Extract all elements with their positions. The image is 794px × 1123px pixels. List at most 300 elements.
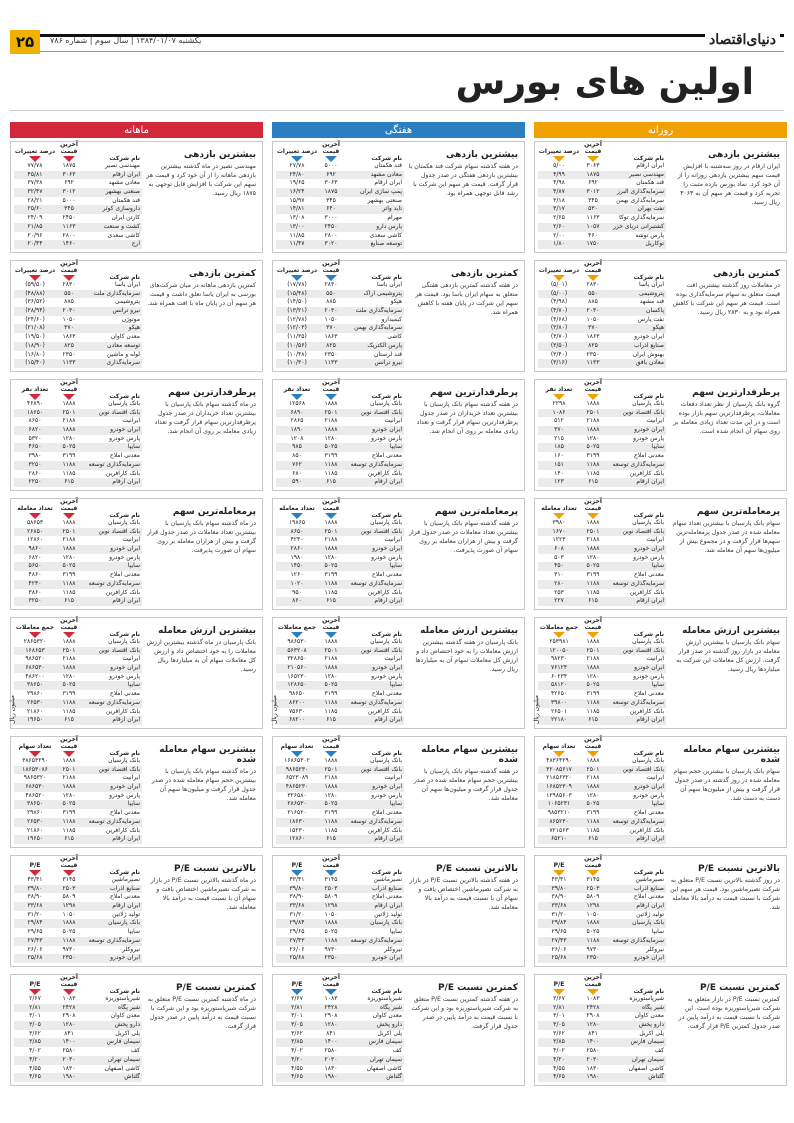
table-row	[14, 223, 142, 232]
value-cell: ۲۹/۸۴	[289, 919, 305, 927]
table-row	[538, 1056, 666, 1065]
panel-body: بانک پارسیان در هفته گذشته بیشترین ارزش معاملات را به خود اختصاص داد و ارزش کل معاملات سهام آن به میلیاردها ریال رسید.	[415, 639, 518, 673]
stat-table	[276, 617, 404, 725]
price-cell: ۶۱۵	[326, 716, 336, 724]
value-cell: ۸۶۵۰	[28, 417, 42, 425]
company-cell: ایران خودرو	[634, 545, 664, 553]
table-row	[538, 351, 666, 360]
table-row	[276, 1056, 404, 1065]
panel-description	[146, 864, 256, 912]
header-label: آخرین قیمت	[60, 855, 78, 869]
value-cell: ۲/۶۷	[291, 995, 303, 1002]
header-cell	[56, 974, 82, 995]
table-row	[14, 1021, 142, 1030]
header-cell	[14, 505, 56, 519]
value-cell: ۹۸۵۳۲۱۰	[547, 809, 571, 817]
price-cell: ۱۱۸۵	[62, 707, 76, 715]
table-row	[538, 664, 666, 673]
header-label: درصد تغییرات	[14, 267, 56, 274]
header-label: جمع معاملات	[15, 624, 55, 631]
value-cell: ۱۴/۸۱	[289, 205, 305, 213]
price-cell: ۱۲۸۰	[586, 1021, 600, 1029]
header-label: جمع معاملات	[539, 624, 579, 631]
header-label: نام شرکت	[109, 631, 140, 638]
table-row	[14, 783, 142, 792]
table-row	[14, 171, 142, 180]
price-cell: ۱۱۸۸	[324, 460, 338, 468]
company-cell: گلتاش	[648, 1073, 664, 1081]
company-cell: سایپا	[127, 800, 140, 808]
price-cell: ۱۸۸۸	[62, 400, 76, 407]
value-cell: ۴/۲۰	[29, 1055, 41, 1063]
value-cell: ۱۶۷۰	[552, 527, 566, 535]
value-cell: (۱۳/۲۱)	[287, 307, 307, 315]
table-row	[538, 893, 666, 902]
value-cell: ۳۳/۶۸	[551, 902, 567, 910]
price-cell: ۲۵۰۳	[324, 884, 338, 892]
value-cell: ۱۹۸۶۵	[288, 519, 306, 526]
header-label: آخرین قیمت	[60, 974, 78, 988]
header-cell	[344, 512, 404, 519]
company-cell: هپکو	[390, 298, 402, 306]
panel-body: در هفته گذشته سهام بانک پارسیان با بیشترین حجم سهام معامله شده در صدر جدول قرار گرفت و میلیون‌ها سهم آن معامله شد.	[413, 768, 518, 802]
header-cell	[82, 512, 142, 519]
price-cell: ۱۱۸۸	[586, 936, 600, 944]
panel-title: بیشترین بازدهی	[446, 150, 518, 160]
table-row	[276, 324, 404, 333]
company-cell: معادن مشهد	[370, 170, 402, 178]
table-row	[14, 528, 142, 537]
value-cell: ۴/۵۵	[291, 1064, 303, 1072]
table-row	[538, 638, 666, 647]
company-cell: سیمان تهران	[631, 1055, 664, 1063]
value-cell: ۱۱/۴۷	[289, 240, 305, 248]
header-label: P/E	[29, 862, 41, 869]
company-cell: تاید واتر	[382, 205, 402, 213]
table-row	[14, 1047, 142, 1056]
header-label: نام شرکت	[371, 274, 402, 281]
header-cell	[580, 617, 606, 638]
header-label: نام شرکت	[633, 155, 664, 162]
company-cell: ایرانیت	[384, 774, 402, 782]
header-cell	[56, 260, 82, 281]
value-cell: (۱۴/۵۰)	[287, 298, 307, 306]
panel-body: کمترین بازدهی ماهانه در میان شرکت‌های بورسی به ایران یاسا تعلق داشت و قیمت هر سهم آن در پایان ماه با افت همراه شد.	[147, 282, 256, 307]
company-cell: بانک پارسیان	[370, 638, 402, 645]
company-cell: سرمایه‌گذاری توسعه	[350, 698, 402, 706]
header-cell	[606, 393, 666, 400]
panel-description	[408, 864, 518, 912]
company-cell: داروسازی کوثر	[102, 205, 140, 213]
price-cell: ۵۰۲۵	[62, 443, 76, 451]
value-cell: ۲۹/۸۴	[27, 919, 43, 927]
table-row	[276, 766, 404, 775]
price-cell: ۸۴۱	[588, 1029, 598, 1037]
panel-title: بیشترین سهام معامله شده	[683, 745, 780, 765]
value-cell: (۵/۰۱)	[550, 281, 568, 288]
table-row	[538, 1038, 666, 1047]
value-cell: ۲۹/۸۴	[551, 919, 567, 927]
company-cell: بانک اقتصاد نوین	[98, 646, 140, 654]
table-row	[276, 638, 404, 647]
price-cell: ۲۱۸۸	[62, 774, 76, 782]
table-row	[276, 298, 404, 307]
table-row	[538, 240, 666, 249]
price-cell: ۲۳۵۰	[62, 954, 76, 962]
company-cell: ایران یاسا	[377, 281, 402, 288]
issue-meta: یکشنبه ۱۳۸۴/۰۱/۰۷ | سال سوم | شماره ۷۸۶	[50, 36, 202, 45]
company-cell: ایران خودرو	[110, 426, 140, 434]
company-cell: ایرانیت	[646, 536, 664, 544]
price-cell: ۵۰۲۵	[324, 443, 338, 451]
value-cell: ۳۹/۸۰	[27, 884, 43, 892]
header-cell	[538, 981, 580, 995]
price-cell: ۶۱۵	[326, 478, 336, 486]
value-cell: ۲۵/۶۸	[27, 954, 43, 962]
value-cell: ۲۵۳۹۸۱	[549, 638, 569, 645]
company-cell: پلی اکریل	[377, 1029, 402, 1037]
price-cell: ۳۰۱۲	[586, 188, 600, 196]
price-cell: ۱۱۸۸	[324, 817, 338, 825]
table-row	[276, 179, 404, 188]
column-header: ماهانه	[10, 122, 263, 138]
table-row	[14, 240, 142, 249]
table-row	[276, 536, 404, 545]
value-cell: ۳۷/۳۸	[27, 179, 43, 187]
table-row	[276, 1012, 404, 1021]
company-cell: بانک کارآفرین	[629, 588, 664, 596]
company-cell: سرمایه‌گذاری بهمن	[354, 324, 402, 332]
company-cell: پمپ سازی ایران	[359, 188, 402, 196]
panel-description	[408, 626, 518, 674]
value-cell: ۱۶/۲۴	[289, 188, 305, 196]
company-cell: ایران ارقام	[374, 597, 402, 605]
table-row	[276, 792, 404, 801]
stat-table	[276, 974, 404, 1082]
table-row	[538, 876, 666, 885]
price-cell: ۶۱۵	[588, 716, 598, 724]
price-cell: ۱۱۸۸	[586, 460, 600, 468]
table-row	[276, 223, 404, 232]
table-row	[538, 1012, 666, 1021]
company-cell: قند هکمتان	[112, 196, 140, 204]
table-row	[276, 946, 404, 955]
company-cell: کاشی اصفهان	[104, 1064, 140, 1072]
company-cell: پارس خودرو	[371, 553, 402, 561]
stat-table	[276, 855, 404, 963]
company-cell: بانک کارآفرین	[367, 588, 402, 596]
header-cell	[14, 267, 56, 281]
price-cell: ۱۰۵۰	[62, 315, 76, 323]
price-cell: ۳۱۴۵	[586, 876, 600, 883]
value-cell: ۹۸۶۵۳۰	[287, 638, 307, 645]
table-row	[276, 699, 404, 708]
stat-panel	[534, 379, 787, 491]
value-cell: ۷۶۲	[292, 460, 302, 468]
table-row	[538, 324, 666, 333]
price-cell: ۱۱۸۸	[62, 936, 76, 944]
company-cell: نیروکلر	[122, 945, 140, 953]
table-row	[538, 690, 666, 699]
table-row	[538, 435, 666, 444]
company-cell: نیرو ترانس	[112, 307, 140, 315]
panel-description	[408, 269, 518, 317]
value-cell: ۸۵۰	[292, 452, 302, 460]
table-row	[276, 316, 404, 325]
company-cell: قند هکمتان	[374, 162, 402, 169]
price-cell: ۲۸۳۰	[62, 281, 76, 288]
header-cell	[606, 750, 666, 757]
table-row	[538, 708, 666, 717]
company-cell: سرمایه‌گذاری توسعه	[612, 817, 664, 825]
value-cell: ۲/۸۱	[553, 1003, 565, 1011]
company-cell: سیمان فارس	[106, 1038, 140, 1046]
value-cell: ۱۶۵۲۳۰	[287, 672, 307, 680]
value-cell: ۳۸۶۵۰	[26, 800, 44, 808]
header-label: درصد تغییرات	[538, 148, 580, 155]
value-cell: ۳۱/۲۰	[289, 910, 305, 918]
table-row	[14, 690, 142, 699]
table-row	[538, 307, 666, 316]
header-label: نام شرکت	[371, 155, 402, 162]
panel-title: پرمعامله‌ترین سهم	[172, 507, 256, 517]
price-cell: ۱۲۸۰	[324, 672, 338, 680]
company-cell: سیمان فارس	[630, 1038, 664, 1046]
price-cell: ۲۴۵۰	[62, 214, 76, 222]
header-cell	[82, 155, 142, 162]
value-cell: ۲۲۹۸	[552, 400, 566, 407]
price-cell: ۶۱۵	[326, 835, 336, 843]
value-cell: ۲/۶۷	[29, 995, 41, 1002]
table-row	[276, 351, 404, 360]
price-cell: ۱۲۹۸	[324, 902, 338, 910]
company-cell: بانک اقتصاد نوین	[360, 527, 402, 535]
company-cell: بانک کارآفرین	[105, 588, 140, 596]
company-cell: پارس خودرو	[633, 434, 664, 442]
panel-title: کمترین نسبت P/E	[437, 983, 518, 993]
panel-description	[146, 745, 256, 803]
company-cell: سرمایه‌گذاری توکا	[619, 214, 664, 222]
header-cell	[344, 750, 404, 757]
value-cell: ۳۸۶۵۰	[26, 681, 44, 689]
table-row	[538, 536, 666, 545]
table-row	[276, 417, 404, 426]
table-row	[14, 562, 142, 571]
table-row	[14, 954, 142, 963]
company-cell: پارس خودرو	[109, 434, 140, 442]
price-cell: ۶۹۲	[64, 179, 74, 187]
header-label: آخرین قیمت	[584, 974, 602, 988]
value-cell: ۴۳/۴۱	[289, 876, 305, 883]
table-row	[276, 647, 404, 656]
header-cell	[276, 743, 318, 757]
panel-body: سهام بانک پارسیان با بیشترین تعداد سهام معامله شده در صدر جدول پرمعامله‌ترین سهم‌ها قرار گرفت و در مجموع بیش از میلیون‌ها سهم آن معامله شد.	[672, 520, 780, 554]
company-cell: ایرانیت	[122, 417, 140, 425]
table-row	[538, 443, 666, 452]
company-cell: بانک اقتصاد نوین	[622, 408, 664, 416]
company-cell: نیرو ترانس	[374, 359, 402, 367]
company-cell: کشتیرانی دریای خزر	[613, 222, 664, 230]
panel-title: کمترین بازدهی	[712, 269, 780, 279]
value-cell: ۳۹۸۰	[552, 519, 566, 526]
table-row	[14, 673, 142, 682]
company-cell: بانک اقتصاد نوین	[622, 527, 664, 535]
value-cell: ۳۱۰	[554, 571, 564, 579]
table-row	[276, 205, 404, 214]
header-cell	[606, 869, 666, 876]
price-cell: ۶۱۵	[64, 835, 74, 843]
table-row	[276, 443, 404, 452]
table-row	[14, 554, 142, 563]
panel-description	[670, 388, 780, 436]
header-label: نام شرکت	[633, 988, 664, 995]
stat-panel	[272, 379, 525, 491]
value-cell: ۱۸۵	[554, 443, 564, 451]
value-cell: ۴۶۸۹۰	[26, 400, 44, 407]
company-cell: ایران خودرو	[372, 783, 402, 791]
value-cell: ۲۸۶۵۳۲۰	[23, 638, 47, 645]
price-cell: ۱۲۸۰	[586, 553, 600, 561]
price-cell: ۲۵۰۱	[324, 408, 338, 416]
value-cell: ۲۶۸۵۰	[26, 527, 44, 535]
company-cell: بانک پارسیان	[108, 400, 140, 407]
value-cell: ۹۸۶۵۲۳۰	[285, 765, 309, 773]
value-cell: ۲۱۵	[554, 434, 564, 442]
table-header	[276, 260, 404, 281]
panel-body: مهندسی نصیر در ماه گذشته بیشترین بازدهی ماهانه را از آن خود کرد و قیمت هر سهم این شرکت با افزایش قابل توجهی به ۱۸۷۵ ریال رسید.	[146, 163, 256, 197]
company-cell: معدن کاوان	[110, 1012, 140, 1020]
price-cell: ۱۱۸۸	[62, 817, 76, 825]
value-cell: ۴/۰۲	[291, 1047, 303, 1055]
header-label: آخرین قیمت	[60, 617, 78, 631]
header-cell	[606, 988, 666, 995]
company-cell: کف	[654, 1047, 664, 1055]
table-row	[14, 1038, 142, 1047]
price-cell: ۱۲۹۸	[586, 902, 600, 910]
header-label: آخرین قیمت	[584, 617, 602, 631]
value-cell: (۵۹/۵۰)	[25, 281, 45, 288]
table-row	[14, 417, 142, 426]
price-cell: ۱۸۸۸	[324, 426, 338, 434]
panel-title: کمترین بازدهی	[450, 269, 518, 279]
header-label: آخرین قیمت	[322, 974, 340, 988]
table-header	[14, 736, 142, 757]
company-cell: بانک کارآفرین	[105, 707, 140, 715]
company-cell: پارس خودرو	[371, 434, 402, 442]
stat-panel	[272, 736, 525, 848]
value-cell: ۴/۶۵	[553, 1073, 565, 1081]
company-cell: ایران خودرو	[372, 954, 402, 962]
table-row	[538, 426, 666, 435]
panel-description	[670, 269, 780, 317]
company-cell: بهنوش ایران	[632, 350, 664, 358]
value-cell: ۳۹/۸۰	[551, 884, 567, 892]
price-cell: ۵۰۲۵	[586, 562, 600, 570]
table-row	[14, 519, 142, 528]
company-cell: بانک کارآفرین	[367, 707, 402, 715]
company-cell: معدنی املاح	[633, 571, 664, 579]
value-cell: ۲۵/۶۸	[289, 954, 305, 962]
header-cell	[318, 498, 344, 519]
price-cell: ۱۸۸۸	[62, 783, 76, 791]
price-cell: ۱۸۸۸	[586, 426, 600, 434]
price-cell: ۲۱۸۸	[586, 417, 600, 425]
stat-panel	[272, 260, 525, 372]
header-label: آخرین قیمت	[60, 498, 78, 512]
panel-title: بیشترین بازدهی	[708, 150, 780, 160]
price-cell: ۵۰۲۵	[324, 800, 338, 808]
table-row	[538, 1021, 666, 1030]
price-cell: ۱۰۵۰	[586, 910, 600, 918]
price-cell: ۲۰۳۰	[324, 307, 338, 315]
value-cell: ۲۹/۶۵	[289, 928, 305, 936]
value-cell: ۳/۰۱	[291, 1012, 303, 1020]
company-cell: ایران ارقام	[112, 478, 140, 486]
header-label: آخرین قیمت	[322, 141, 340, 155]
value-cell: ۲/۶۷	[553, 995, 565, 1002]
value-cell: ۳۱/۲۰	[551, 910, 567, 918]
company-cell: پتروشیمی	[115, 298, 140, 306]
price-cell: ۱۱۸۵	[62, 826, 76, 834]
price-cell: ۵۰۰۰	[62, 196, 76, 204]
company-cell: سایپا	[127, 681, 140, 689]
panel-description	[408, 150, 518, 198]
company-cell: ایرانیت	[646, 417, 664, 425]
table-row	[14, 281, 142, 290]
table-row	[538, 223, 666, 232]
value-cell: (۱۵/۴۸)	[287, 289, 307, 297]
company-cell: معدنی املاح	[371, 809, 402, 817]
table-row	[14, 359, 142, 368]
company-cell: بانک اقتصاد نوین	[98, 408, 140, 416]
table-row	[538, 290, 666, 299]
stat-panel	[272, 617, 525, 729]
company-cell: سرمایه‌گذاری توسعه	[350, 460, 402, 468]
price-cell: ۱۰۸۳	[62, 995, 76, 1002]
price-cell: ۱۸۸۸	[62, 638, 76, 645]
table-row	[14, 699, 142, 708]
table-row	[276, 580, 404, 589]
value-cell: ۶۵۲۳۰۸۹	[285, 774, 309, 782]
table-row	[538, 417, 666, 426]
table-row	[538, 655, 666, 664]
company-cell: پارس خودرو	[109, 672, 140, 680]
value-cell: ۶۵۲۱۰	[550, 835, 568, 843]
price-cell: ۲۳۵۰	[62, 350, 76, 358]
table-row	[276, 928, 404, 937]
company-cell: سرمایه‌گذاری توسعه	[88, 460, 140, 468]
column-header: روزانه	[534, 122, 787, 138]
company-cell: سیمان تهران	[369, 1055, 402, 1063]
value-cell: ۱۶۸۵۲۳۰۹	[546, 783, 572, 791]
table-row	[14, 655, 142, 664]
table-header	[276, 736, 404, 757]
value-cell: ۳۲۵۰	[28, 460, 42, 468]
price-cell: ۱۹۸۰	[586, 1073, 600, 1081]
value-cell: ۳/۸۵	[29, 1038, 41, 1046]
panel-title: بیشترین بازدهی	[184, 150, 256, 160]
value-cell: ۱۳/۰۰	[289, 222, 305, 230]
price-cell: ۳۷۰	[326, 324, 336, 332]
company-cell: سایپا	[127, 443, 140, 451]
stat-panel	[10, 141, 263, 253]
company-cell: معدنی املاح	[109, 809, 140, 817]
company-cell: سایپا	[389, 681, 402, 689]
value-cell: ۲۸۶۵	[290, 417, 304, 425]
value-cell: ۲۸۶۰	[28, 469, 42, 477]
header-label: آخرین قیمت	[584, 498, 602, 512]
table-row	[276, 800, 404, 809]
